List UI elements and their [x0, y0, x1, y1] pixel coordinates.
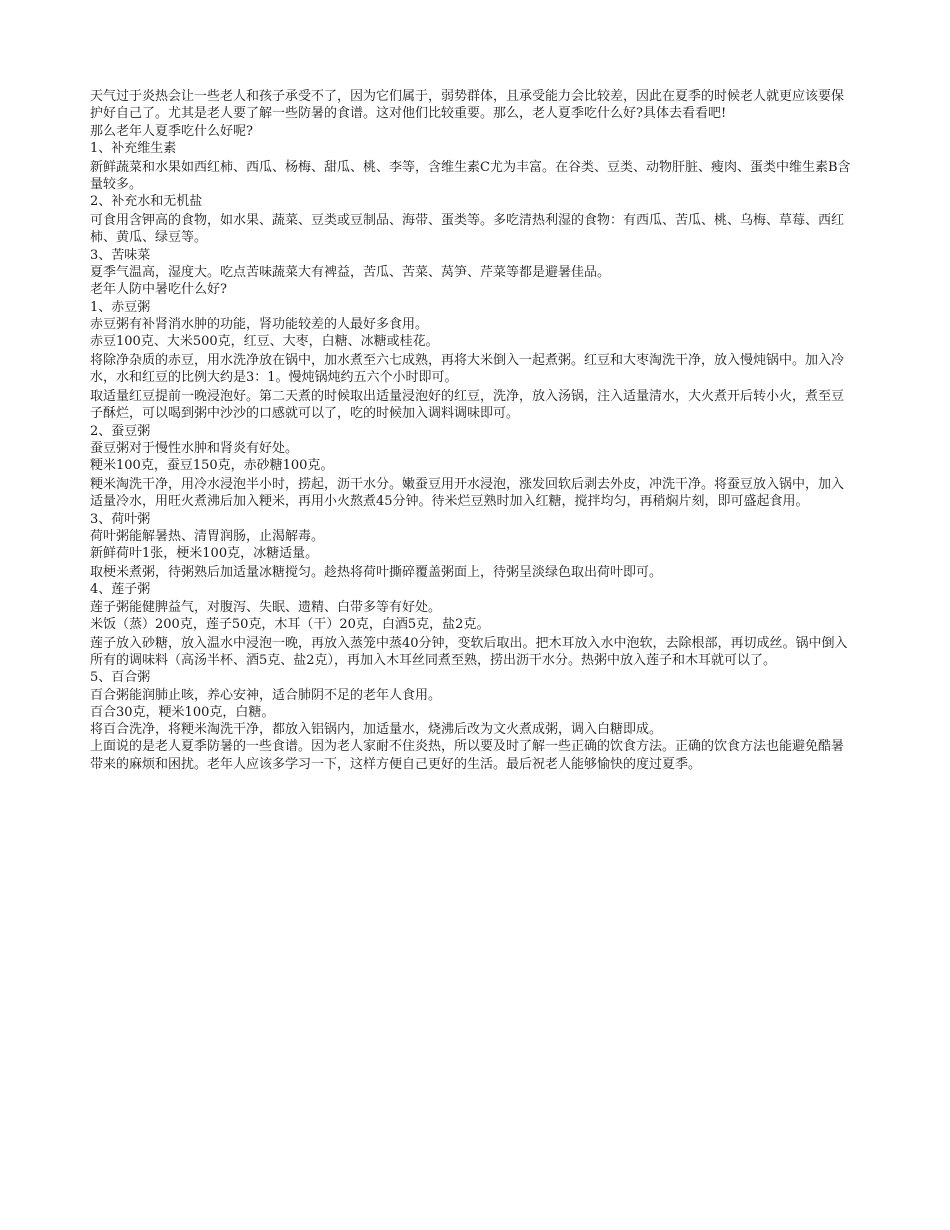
recipe-ingredients: 粳米100克，蚕豆150克，赤砂糖100克。	[90, 458, 334, 474]
recipe-ingredients: 百合30克，粳米100克，白糖。	[90, 704, 275, 720]
item-heading: 3、苦味菜	[90, 247, 151, 263]
recipe-heading: 1、赤豆粥	[90, 299, 151, 315]
section-heading: 那么老年人夏季吃什么好呢?	[90, 123, 253, 139]
recipe-ingredients: 赤豆100克、大米500克，红豆、大枣，白糖、冰糖或桂花。	[90, 334, 439, 350]
recipe-benefit: 百合粥能润肺止咳，养心安神，适合肺阴不足的老年人食用。	[90, 687, 442, 703]
recipe-heading: 4、莲子粥	[90, 582, 151, 598]
recipe-ingredients: 米饭（蒸）200克，莲子50克，木耳（干）20克，白酒5克，盐2克。	[90, 616, 490, 632]
recipe-heading: 5、百合粥	[90, 670, 151, 686]
recipe-method: 取梗米煮粥，待粥熟后加适量冰糖搅匀。趁热将荷叶撕碎覆盖粥面上，待粥呈淡绿色取出荷叶即可。	[90, 565, 663, 581]
recipe-method: 将除净杂质的赤豆，用水洗净放在锅中，加水煮至六七成熟，再将大米倒入一起煮粥。红豆和大枣淘洗干净，放入慢炖锅中。加入冷水，水和红豆的比例大约是3：1。慢炖锅炖约五六个小时即可。	[90, 352, 845, 386]
body-paragraph: 夏季气温高，湿度大。吃点苦味蔬菜大有裨益，苦瓜、苦菜、莴笋、芹菜等都是避暑佳品。	[90, 264, 611, 280]
recipe-method: 莲子放入砂糖，放入温水中浸泡一晚，再放入蒸笼中蒸40分钟，变软后取出。把木耳放入水中泡软，去除根部，再切成丝。锅中倒入所有的调味料（高汤半杯、酒5克、盐2克），再加入木耳丝同煮至熟，捞出沥干水分。热粥中放入莲子和木耳就可以了。	[90, 635, 848, 668]
recipe-ingredients: 新鲜荷叶1张，梗米100克，冰糖适量。	[90, 546, 319, 562]
closing-paragraph: 上面说的是老人夏季防暑的一些食谱。因为老人家耐不住炎热，所以要及时了解一些正确的饮食方法。正确的饮食方法也能避免酷暑带来的麻烦和困扰。老年人应该多学习一下，这样方便自己更好的生活。最后祝老人能够愉快的度过夏季。	[90, 739, 845, 772]
body-paragraph: 可食用含钾高的食物，如水果、蔬菜、豆类或豆制品、海带、蛋类等。多吃清热利湿的食物：有西瓜、苦瓜、桃、乌梅、草莓、西红柿、黄瓜、绿豆等。	[90, 213, 845, 246]
recipe-benefit: 莲子粥能健脾益气，对腹泻、失眠、遗精、白带多等有好处。	[90, 599, 442, 615]
intro-paragraph: 天气过于炎热会让一些老人和孩子承受不了，因为它们属于，弱势群体，且承受能力会比较差，因此在夏季的时候老人就更应该要保护好自己了。尤其是老人要了解一些防暑的食谱。这对他们比较重要。那么，老人夏季吃什么好?具体去看看吧!	[90, 89, 845, 122]
recipe-method: 取适量红豆提前一晚浸泡好。第二天煮的时候取出适量浸泡好的红豆，洗净，放入汤锅，注入适量清水，大火煮开后转小火，煮至豆子酥烂，可以喝到粥中沙沙的口感就可以了，吃的时候加入调料调味即可。	[90, 389, 845, 422]
recipe-heading: 2、蚕豆粥	[90, 423, 151, 439]
item-heading: 2、补充水和无机盐	[90, 194, 203, 210]
section-heading: 老年人防中暑吃什么好?	[90, 282, 227, 298]
recipe-method: 将百合洗净，将粳米淘洗干净，都放入铝锅内，加适量水，烧沸后改为文火煮成粥，调入白糖即成。	[90, 722, 663, 738]
recipe-benefit: 蚕豆粥对于慢性水肿和肾炎有好处。	[90, 440, 299, 456]
recipe-benefit: 荷叶粥能解暑热、清胃润肠，止渴解毒。	[90, 528, 325, 544]
body-paragraph: 新鲜蔬菜和水果如西红柿、西瓜、杨梅、甜瓜、桃、李等，含维生素C尤为丰富。在谷类、豆类、动物肝脏、瘦肉、蛋类中维生素B含量较多。	[90, 159, 851, 192]
recipe-method: 粳米淘洗干净，用冷水浸泡半小时，捞起，沥干水分。嫩蚕豆用开水浸泡，涨发回软后剥去外皮，冲洗干净。将蚕豆放入锅中，加入适量冷水，用旺火煮沸后加入粳米，再用小火熬煮45分钟。待米烂豆熟时加入红糖，搅拌均匀，再稍焖片刻，即可盛起食用。	[90, 477, 845, 510]
item-heading: 1、补充维生素	[90, 140, 177, 156]
recipe-benefit: 赤豆粥有补肾消水肿的功能，肾功能较差的人最好多食用。	[90, 316, 429, 332]
recipe-heading: 3、荷叶粥	[90, 511, 151, 527]
